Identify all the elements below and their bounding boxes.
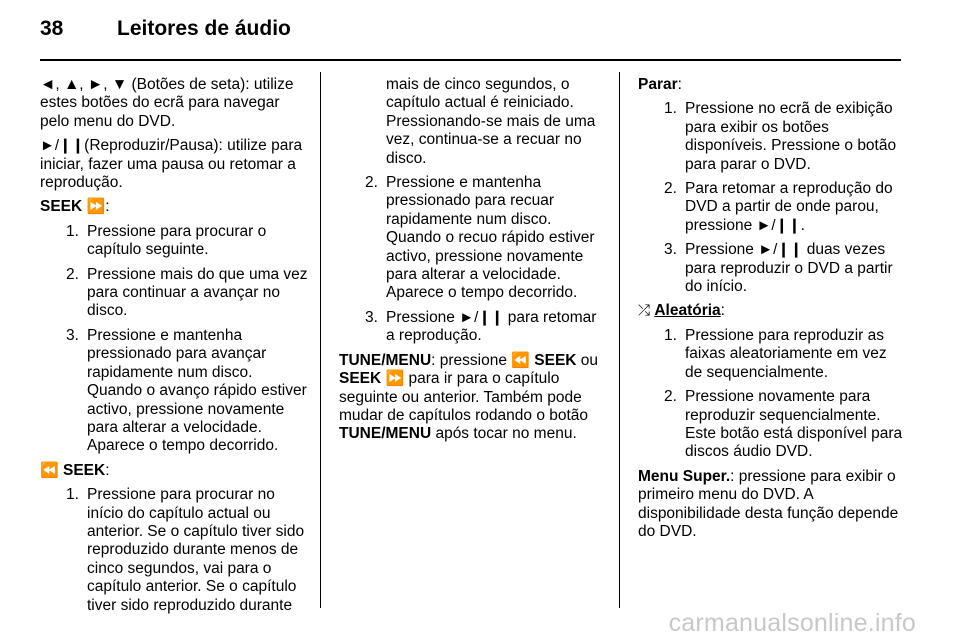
stop-list <box>638 100 904 296</box>
list-item: 1. Pressione para reproduzir as faixas aleatoriamente em vez de sequencialmente. <box>664 326 887 381</box>
list-item: 3. Pressione ►/❙❙ para retomar a reprodução. <box>365 308 597 345</box>
rewind-icon: ⏪ <box>40 461 59 479</box>
list-item: 2. Pressione novamente para reproduzir sequencialmente. Este botão está disponível para discos áudio DVD. <box>664 388 903 461</box>
arrow-keys-icon: ◄, ▲, ►, ▼ <box>40 76 128 93</box>
super-menu-paragraph: Menu Super.: pressione para exibir o primeiro menu do DVD. A disponibilidade desta função depende do DVD. <box>638 467 899 540</box>
list-item: 1. Pressione para procurar no início do capítulo actual ou anterior. Se o capítulo tiver sido reproduzido durante menos de cinco segundos, vai para o capítulo anterior. Se o capítulo tiver sido reproduzido durante <box>66 486 305 614</box>
play-pause-paragraph: ►/❙❙(Reproduzir/Pausa): utilize para iniciar, fazer uma pausa ou retomar a reprodução. <box>40 137 303 192</box>
seek-forward-heading: SEEK ⏩: <box>40 198 110 216</box>
stop-heading: Parar: <box>638 76 682 93</box>
list-item: 1. Pressione para procurar o capítulo seguinte. <box>66 222 267 259</box>
shuffle-icon: ⤮ <box>638 302 651 320</box>
arrow-buttons-paragraph: ◄, ▲, ►, ▼ (Botões de seta): utilize estes botões do ecrã para navegar pelo menu do DVD. <box>40 76 294 130</box>
tune-menu-paragraph: TUNE/MENU: pressione ⏪ SEEK ou SEEK ⏩ para ir para o capítulo seguinte ou anterior. Também pode mudar de capítulos rodando o botão TUNE/MENU após tocar no menu. <box>339 351 599 443</box>
seek-forward-list <box>40 223 310 456</box>
page-number: 38 <box>40 17 64 40</box>
column-3 <box>638 76 904 547</box>
rewind-icon: ⏪ <box>511 351 530 369</box>
column-divider-1 <box>320 72 321 608</box>
play-pause-icon: ►/❙❙ <box>756 216 801 234</box>
play-pause-icon: ►/❙❙ <box>758 241 803 259</box>
column-1 <box>40 76 310 621</box>
list-item: 1. Pressione no ecrã de exibição para exibir os botões disponíveis. Pressione o botão para parar o DVD. <box>664 100 897 173</box>
seek-back-list <box>40 486 310 615</box>
list-item: 3. Pressione ►/❙❙ duas vezes para reproduzir o DVD a partir do início. <box>664 241 893 296</box>
shuffle-list <box>638 327 904 462</box>
fast-forward-icon: ⏩ <box>86 198 106 216</box>
list-item: 2. Para retomar a reprodução do DVD a partir de onde parou, pressione ►/❙❙. <box>664 180 893 234</box>
seek-back-heading: ⏪ SEEK: <box>40 461 110 479</box>
section-title: Leitores de áudio <box>117 17 291 40</box>
play-pause-icon: ►/❙❙ <box>40 137 85 155</box>
watermark: carmanualsonline.info <box>668 609 916 637</box>
play-pause-icon: ►/❙❙ <box>459 308 504 326</box>
column-2 <box>339 76 607 450</box>
list-item: 3. Pressione e mantenha pressionado para avançar rapidamente num disco. Quando o avanço rápido estiver activo, pressione novamente para alterar a velocidade. Aparece o tempo decorrido. <box>66 326 307 455</box>
column-divider-2 <box>619 72 620 608</box>
fast-forward-icon: ⏩ <box>385 370 405 388</box>
list-item: 2. Pressione e mantenha pressionado para recuar rapidamente num disco. Quando o recuo rápido estiver activo, pressione novamente para alterar a velocidade. Aparece o tempo decorrido. <box>365 174 595 302</box>
list-item-continued: mais de cinco segundos, o capítulo actual é reiniciado. Pressionando-se mais de uma vez, continua-se a recuar no disco. <box>386 76 596 167</box>
list-item: 2. Pressione mais do que uma vez para continuar a avançar no disco. <box>66 265 308 320</box>
shuffle-heading: ⤮ Aleatória: <box>638 302 725 320</box>
header-rule <box>40 59 901 61</box>
